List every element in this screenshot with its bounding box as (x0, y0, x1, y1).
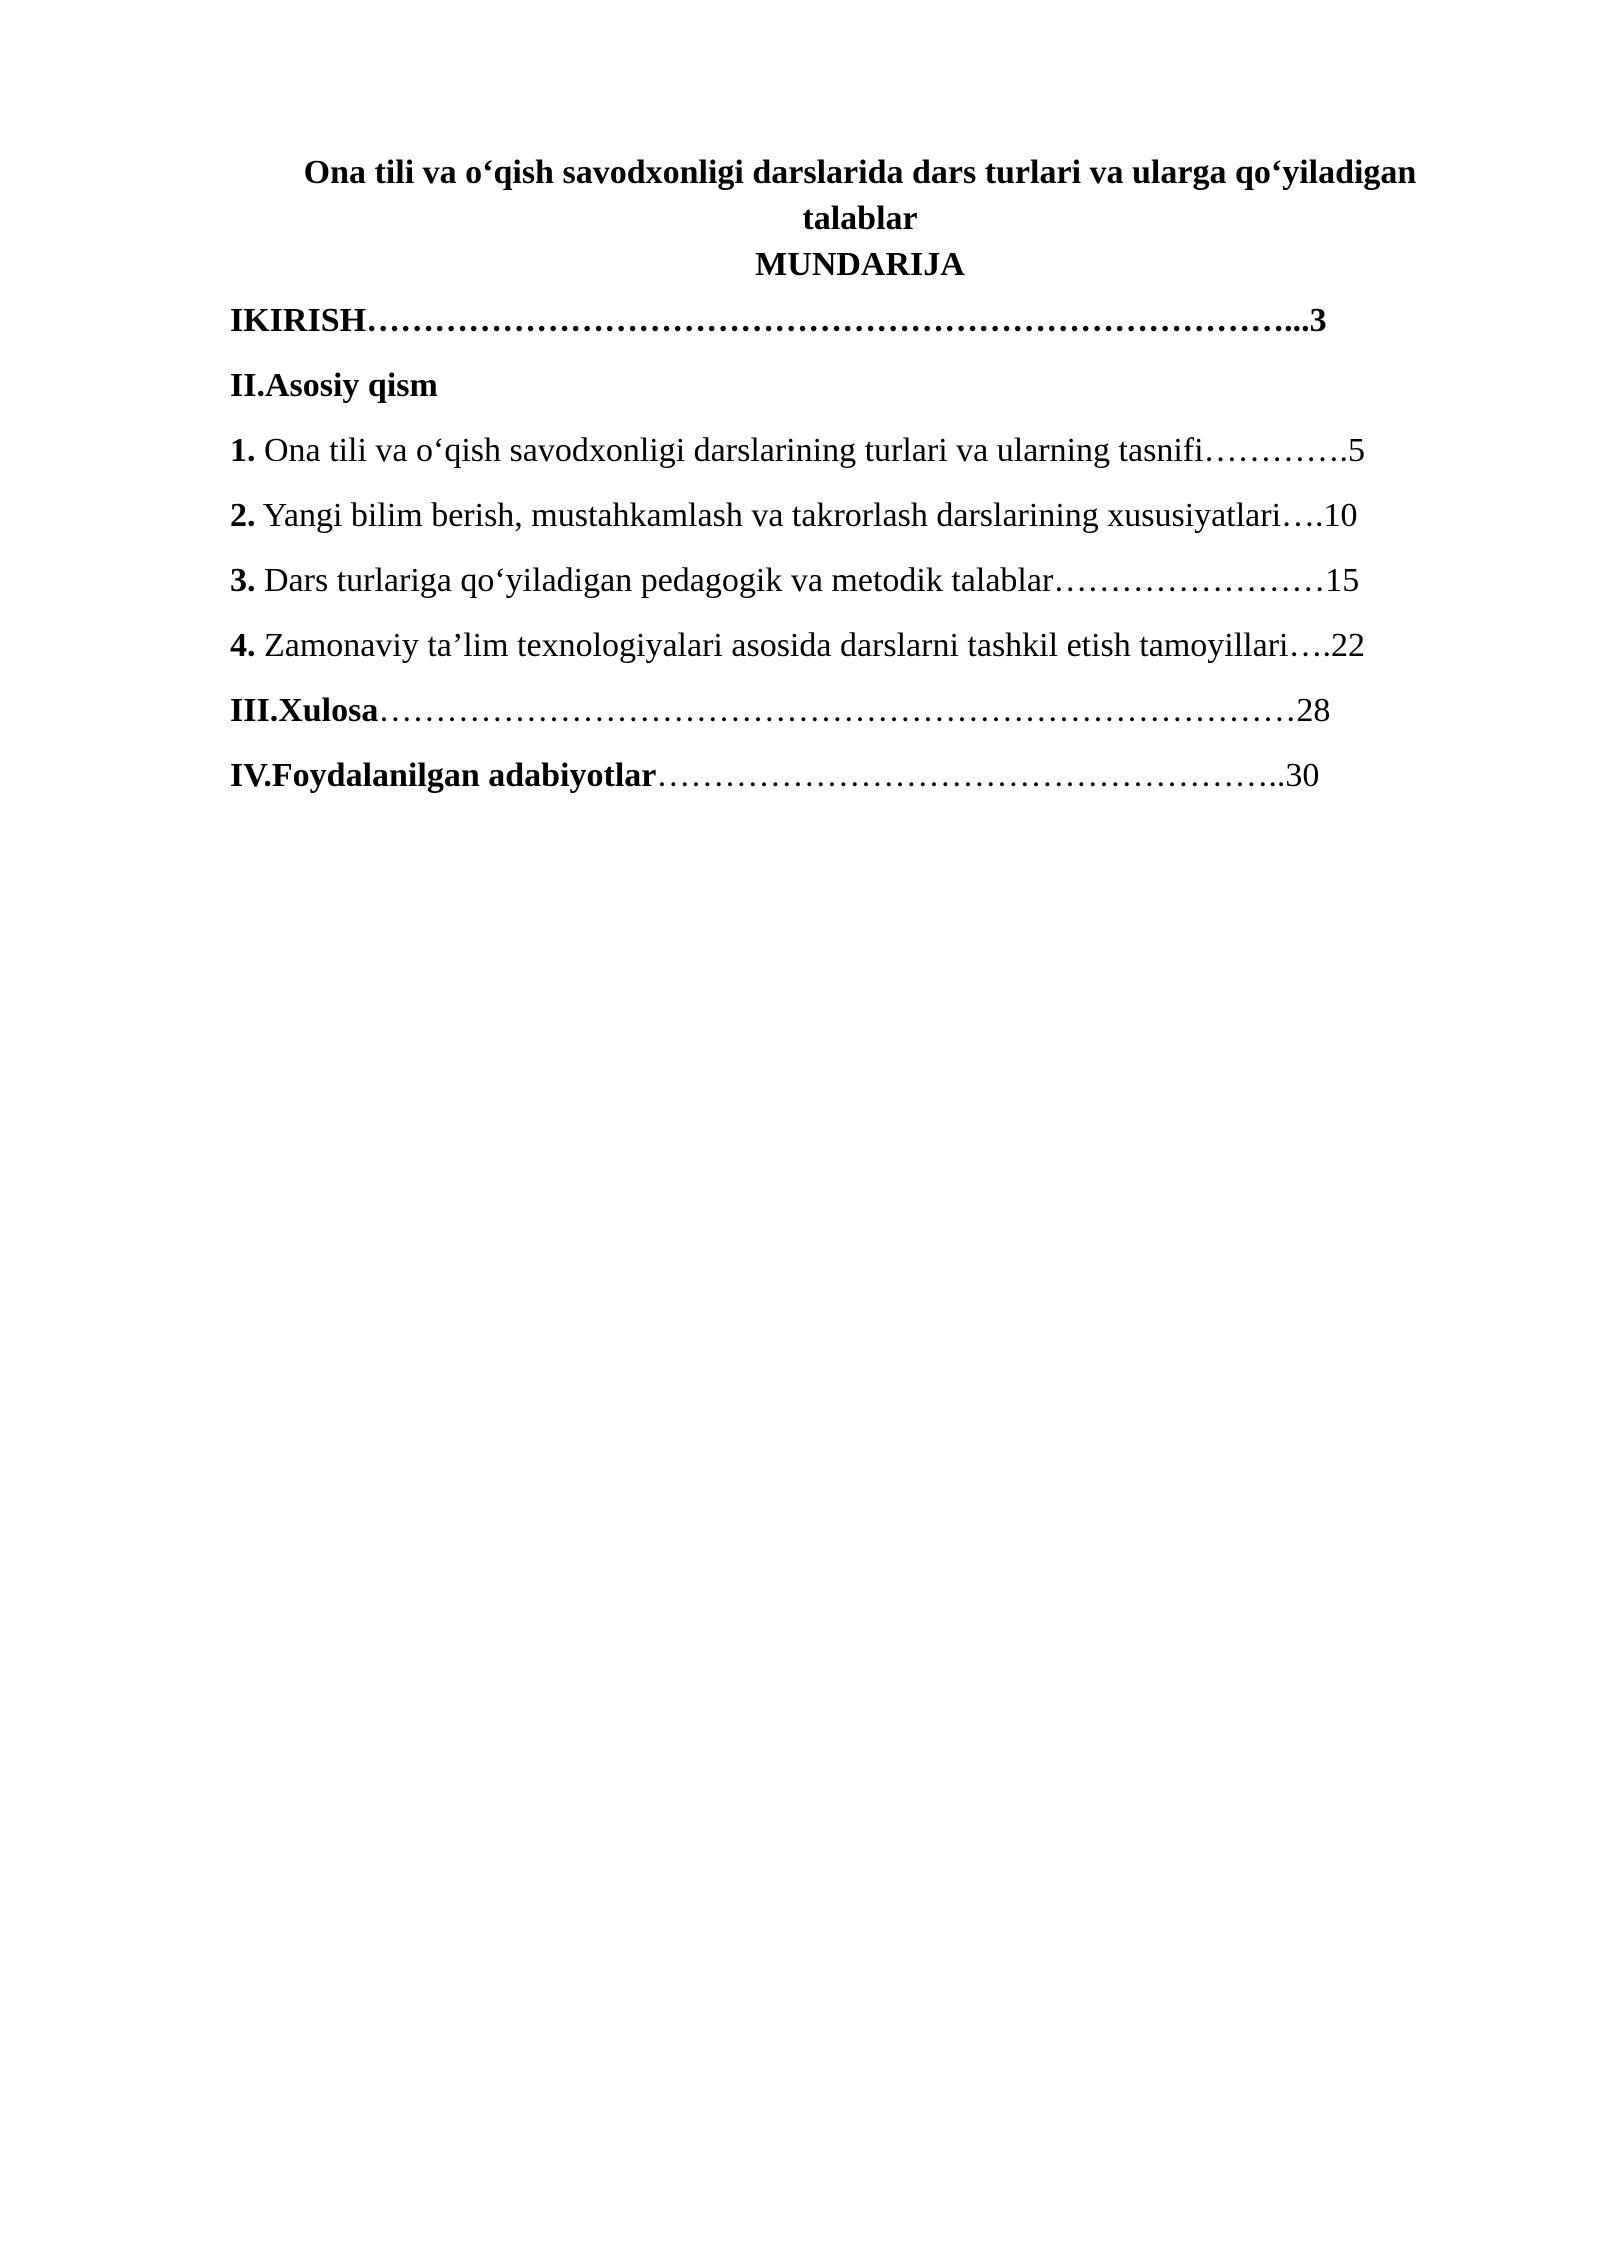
document-page (230, 150, 1490, 799)
toc-entry-intro (230, 298, 1490, 344)
toc-entry-text: Ona tili va o‘qish savodxonligi darslarining turlari va ularning tasnifi (255, 432, 1204, 469)
toc-entry-3 (230, 558, 1490, 604)
document-title (230, 150, 1490, 242)
toc-entry-page: 5 (1348, 432, 1366, 469)
toc-entry-number: 1. (230, 432, 256, 469)
toc-entry-label: II.Asosiy qism (230, 367, 438, 404)
document-title-line-2: talablar (802, 200, 918, 237)
toc-entry-dots: ……………………………………………….. (656, 757, 1286, 794)
toc-entry-number: 2. (230, 497, 256, 534)
toc-entry-label: IKIRISH (230, 302, 367, 339)
toc-entry-text: Dars turlariga qo‘yiladigan pedagogik va metodik talablar (255, 562, 1054, 599)
toc-entry-dots: …………………… (1053, 562, 1326, 599)
toc-entry-dots: ……………………………………………………………………… (378, 692, 1297, 729)
toc-entry-dots: …………. (1203, 432, 1349, 469)
toc-entry-2 (230, 493, 1490, 539)
document-title-line-1: Ona tili va o‘qish savodxonligi darslarida dars turlari va ularga qo‘yiladigan (303, 154, 1417, 191)
toc-entry-number: 3. (230, 562, 256, 599)
toc-entry-page: 22 (1330, 627, 1365, 664)
toc-entry-page: 30 (1285, 757, 1320, 794)
toc-entry-main-part (230, 363, 1490, 409)
toc-entry-references (230, 753, 1490, 799)
toc-entry-dots: …. (1288, 627, 1331, 664)
toc-entry-1 (230, 428, 1490, 474)
toc-entry-text: Zamonaviy ta’lim texnologiyalari asosida darslarni tashkil etish tamoyillari (255, 627, 1289, 664)
toc-entry-conclusion (230, 688, 1490, 734)
toc-entry-page: 10 (1323, 497, 1358, 534)
table-of-contents (230, 298, 1490, 799)
toc-entry-label: III.Xulosa (230, 692, 379, 729)
toc-entry-dots: ………………………………………………………………………... (366, 302, 1310, 339)
toc-entry-number: 4. (230, 627, 256, 664)
toc-entry-page: 3 (1309, 302, 1327, 339)
toc-entry-label: IV.Foydalanilgan adabiyotlar (230, 757, 657, 794)
toc-heading: MUNDARIJA (755, 246, 965, 283)
toc-entry-4 (230, 623, 1490, 669)
toc-entry-text: Yangi bilim berish, mustahkamlash va takrorlash darslarining xususiyatlari (255, 497, 1282, 534)
toc-entry-page: 15 (1325, 562, 1360, 599)
toc-entry-page: 28 (1296, 692, 1331, 729)
toc-entry-dots: …. (1281, 497, 1324, 534)
